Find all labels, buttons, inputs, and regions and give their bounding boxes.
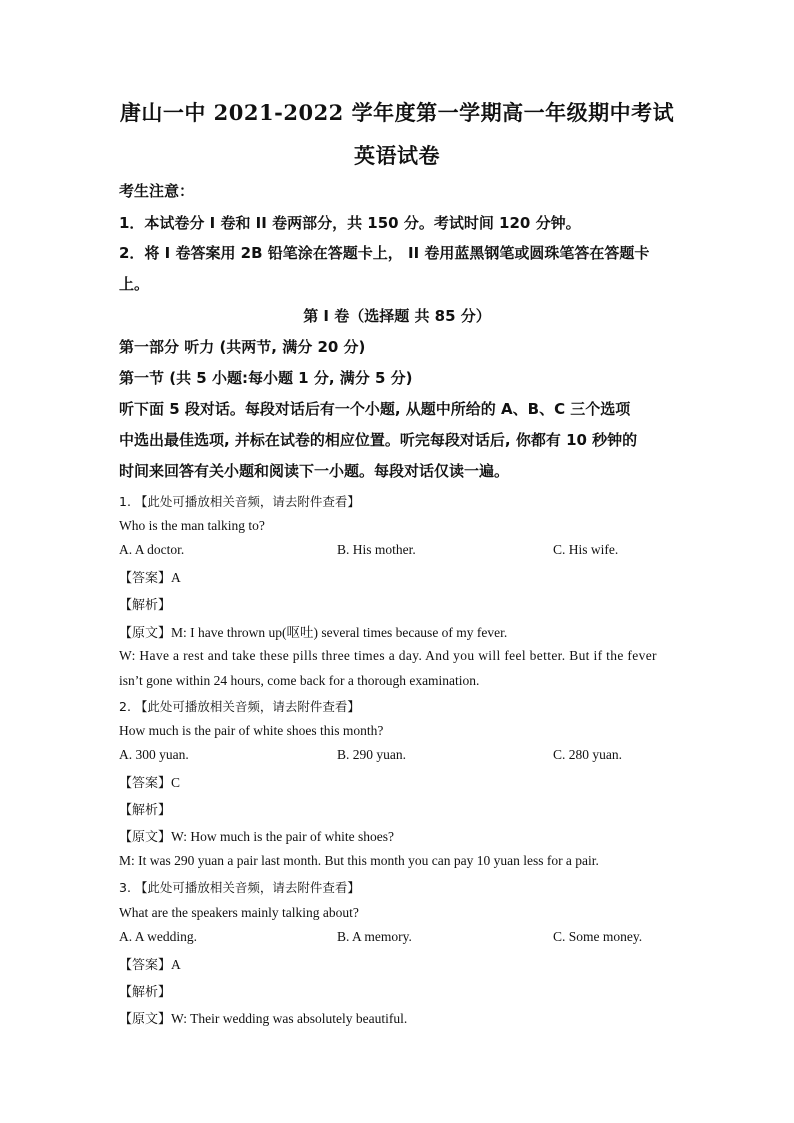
answer-line: [119, 954, 181, 973]
transcript-line: [119, 621, 507, 641]
instructions-line: 听下面 5 段对话。每段对话后有一个小题, 从题中所给的 A、B、C 三个选项: [119, 400, 631, 418]
notice-item-1: 1．本试卷分 I 卷和 II 卷两部分，共 150 分。考试时间 120 分钟。: [119, 214, 581, 232]
question-text: What are the speakers mainly talking about?: [119, 905, 359, 920]
answer-line: [119, 772, 180, 791]
transcript-line: [119, 826, 394, 845]
option-c: C. 280 yuan.: [553, 747, 622, 762]
transcript-text: isn’t gone within 24 hours, come back for a thorough examination.: [119, 673, 480, 688]
notice-item-2-cont: 上。: [119, 275, 150, 293]
volume-title: 第 I 卷（选择题 共 85 分）: [303, 307, 491, 325]
option-b: B. 290 yuan.: [337, 747, 406, 762]
answer-label: 【答案】: [119, 571, 172, 586]
transcript-line: [119, 1008, 407, 1027]
audio-note: 3. 【此处可播放相关音频，请去附件查看】: [119, 880, 360, 895]
option-c: C. Some money.: [553, 929, 643, 944]
answer-value: C: [171, 775, 181, 790]
analysis-label: 【解析】: [119, 985, 172, 1000]
answer-line: [119, 567, 181, 586]
answer-value: A: [171, 957, 181, 972]
instructions-line: 中选出最佳选项, 并标在试卷的相应位置。听完每段对话后, 你都有 10 秒钟的: [119, 431, 638, 449]
question-text: How much is the pair of white shoes this month?: [119, 723, 384, 738]
analysis-label: 【解析】: [119, 598, 172, 613]
transcript-text: W: How much is the pair of white shoes?: [171, 829, 394, 844]
option-b: B. A memory.: [337, 929, 412, 944]
option-a: A. A doctor.: [119, 542, 185, 557]
transcript-label: 【原文】: [119, 1012, 172, 1027]
notice-item-2: 2．将 I 卷答案用 2B 铅笔涂在答题卡上， II 卷用蓝黑钢笔或圆珠笔答在答题卡: [119, 244, 650, 262]
transcript-text: W: Their wedding was absolutely beautiful.: [171, 1011, 408, 1026]
exam-title: 唐山一中 2021-2022 学年度第一学期高一年级期中考试: [119, 100, 675, 125]
answer-label: 【答案】: [119, 776, 172, 791]
answer-label: 【答案】: [119, 958, 172, 973]
exam-subtitle: 英语试卷: [354, 143, 440, 168]
option-c: C. His wife.: [553, 542, 619, 557]
option-a: A. A wedding.: [119, 929, 198, 944]
part-heading: 第一部分 听力 (共两节, 满分 20 分): [119, 338, 366, 356]
option-b: B. His mother.: [337, 542, 416, 557]
transcript-label: 【原文】: [119, 830, 172, 845]
section-heading: 第一节 (共 5 小题:每小题 1 分, 满分 5 分): [119, 369, 413, 387]
option-a: A. 300 yuan.: [119, 747, 189, 762]
analysis-label: 【解析】: [119, 803, 172, 818]
transcript-text: M: It was 290 yuan a pair last month. But this month you can pay 10 yuan less for a pair.: [119, 853, 599, 868]
transcript-label: 【原文】: [119, 626, 172, 641]
instructions-line: 时间来回答有关小题和阅读下一小题。每段对话仅读一遍。: [119, 462, 510, 480]
transcript-text: M: I have thrown up(呕吐) several times because of my fever.: [171, 625, 508, 640]
transcript-text: W: Have a rest and take these pills three times a day. And you will feel better. But if the fever: [119, 648, 657, 663]
audio-note: 2. 【此处可播放相关音频，请去附件查看】: [119, 699, 360, 714]
notice-heading: 考生注意：: [119, 182, 195, 200]
question-text: Who is the man talking to?: [119, 518, 265, 533]
answer-value: A: [171, 570, 181, 585]
audio-note: 1. 【此处可播放相关音频，请去附件查看】: [119, 494, 360, 509]
